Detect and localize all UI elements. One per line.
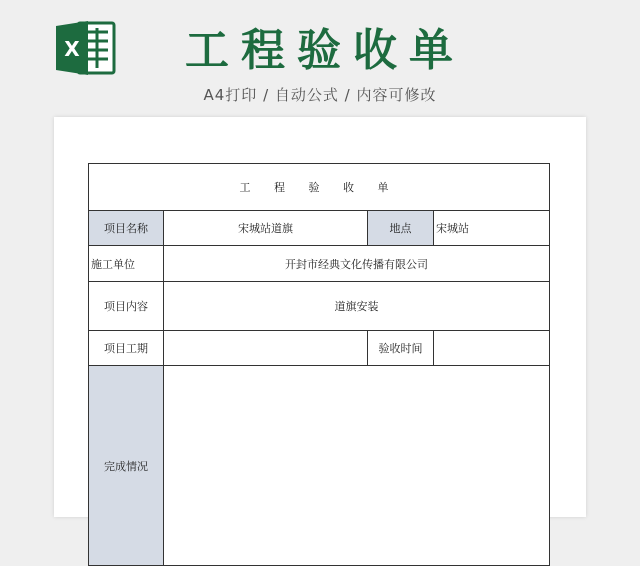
table-row [89,282,550,331]
construction-unit-cell[interactable]: 开封市经典文化传播有限公司 [164,246,550,282]
completion-label: 完成情况 [89,366,164,566]
acceptance-time-label: 验收时间 [368,331,434,366]
acceptance-form-table [88,163,550,566]
project-content-cell[interactable]: 道旗安装 [164,282,550,331]
document-sheet [54,117,586,517]
project-name-cell[interactable]: 宋城站道旗 [164,211,368,246]
logo-letter: X [64,37,80,61]
excel-logo-icon [54,20,116,76]
table-row [89,246,550,282]
page-subtitle: A4打印 / 自动公式 / 内容可修改 [203,86,437,104]
form-title-row [89,164,550,211]
project-content-label: 项目内容 [89,282,164,331]
acceptance-time-cell[interactable] [434,331,550,366]
completion-cell[interactable] [164,366,550,566]
location-cell[interactable]: 宋城站 [434,211,550,246]
location-label: 地点 [368,211,434,246]
table-row [89,366,550,566]
project-period-cell[interactable] [164,331,368,366]
project-name-label: 项目名称 [89,211,164,246]
project-period-label: 项目工期 [89,331,164,366]
page-title: 工程验收单 [185,25,465,76]
table-row [89,331,550,366]
construction-unit-label: 施工单位 [89,246,164,282]
form-title: 工 程 验 收 单 [89,164,550,211]
table-row [89,211,550,246]
